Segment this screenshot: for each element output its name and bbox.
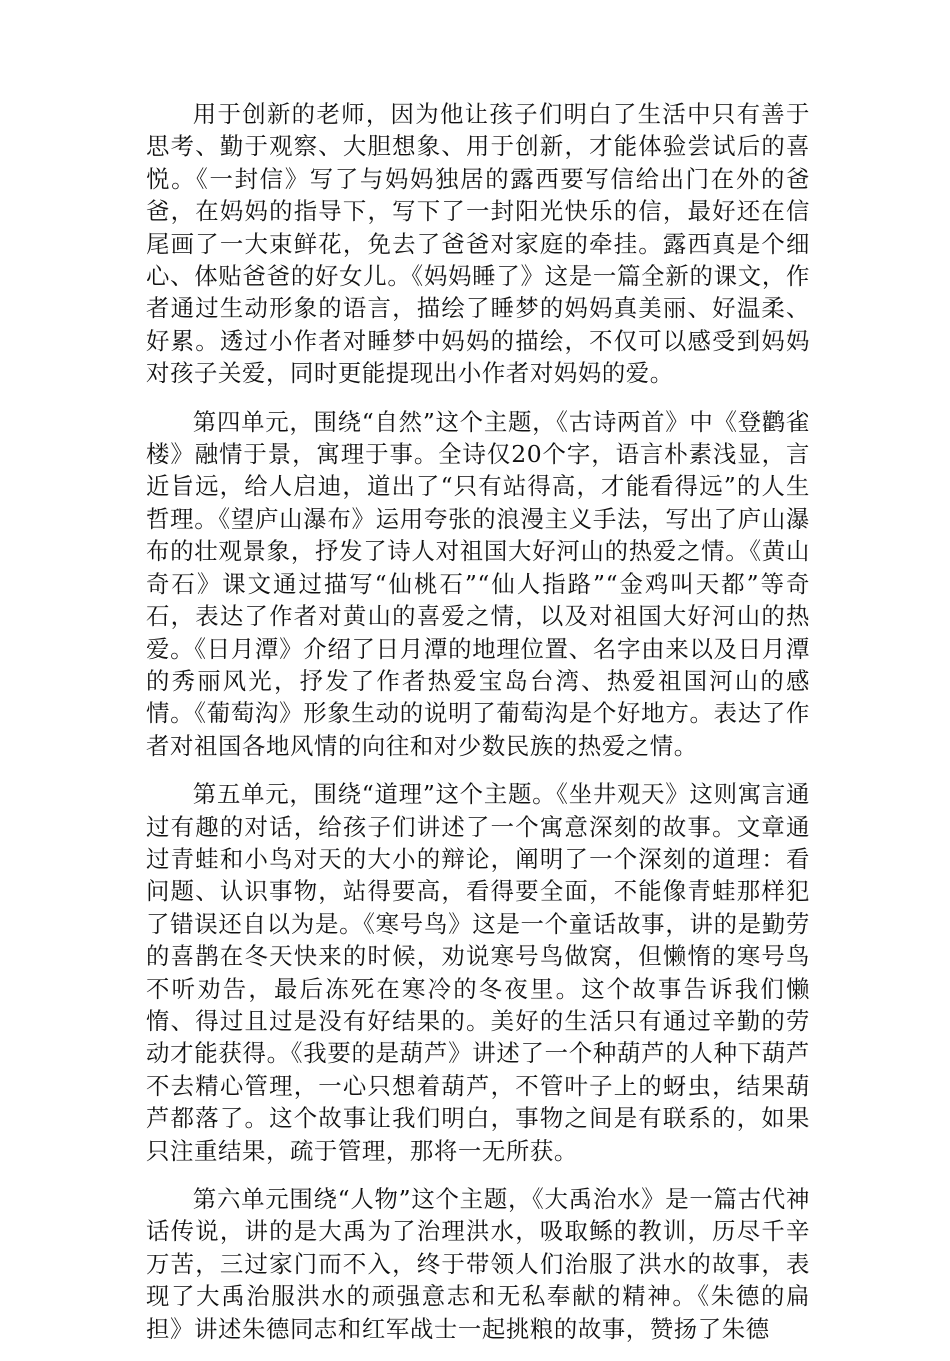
paragraph-unit-5: 第五单元，围绕“道理”这个主题。《坐井观天》这则寓言通过有趣的对话，给孩子们讲述了一个寓意深刻的故事。文章通过青蛙和小鸟对天的大小的辩论，阐明了一个深刻的道理：看问题、认识事物，站得要高，看得要全面，不能像青蛙那样犯了错误还自以为是。《寒号鸟》这是一个童话故事，讲的是勤劳的喜鹊在冬天快来的时候，劝说寒号鸟做窝，但懒惰的寒号鸟不听劝告，最后冻死在寒冷的冬夜里。这个故事告诉我们懒惰、得过且过是没有好结果的。美好的生活只有通过辛勤的劳动才能获得。《我要的是葫芦》讲述了一个种葫芦的人种下葫芦不去精心管理，一心只想着葫芦，不管叶子上的蚜虫，结果葫芦都落了。这个故事让我们明白，事物之间是有联系的，如果只注重结果，疏于管理，那将一无所获。 bbox=[146, 780, 810, 1165]
paragraph-unit-4: 第四单元，围绕“自然”这个主题，《古诗两首》中《登鹳雀楼》融情于景，寓理于事。全诗仅20个字，语言朴素浅显，言近旨远，给人启迪，道出了“只有站得高，才能看得远”的人生哲理。《望庐山瀑布》运用夸张的浪漫主义手法，写出了庐山瀑布的壮观景象，抒发了诗人对祖国大好河山的热爱之情。《黄山奇石》课文通过描写“仙桃石”“仙人指路”“金鸡叫天都”等奇石，表达了作者对黄山的喜爱之情，以及对祖国大好河山的热爱。《日月潭》介绍了日月潭的地理位置、名字由来以及日月潭的秀丽风光，抒发了作者热爱宝岛台湾、热爱祖国河山的感情。《葡萄沟》形象生动的说明了葡萄沟是个好地方。表达了作者对祖国各地风情的向往和对少数民族的热爱之情。 bbox=[146, 407, 810, 760]
paragraph-unit-3-continued: 用于创新的老师，因为他让孩子们明白了生活中只有善于思考、勤于观察、大胆想象、用于创新，才能体验尝试后的喜悦。《一封信》写了与妈妈独居的露西要写信给出门在外的爸爸，在妈妈的指导下，写下了一封阳光快乐的信，最好还在信尾画了一大束鲜花，免去了爸爸对家庭的牵挂。露西真是个细心、体贴爸爸的好女儿。《妈妈睡了》这是一篇全新的课文，作者通过生动形象的语言，描绘了睡梦的妈妈真美丽、好温柔、好累。透过小作者对睡梦中妈妈的描绘，不仅可以感受到妈妈对孩子关爱，同时更能提现出小作者对妈妈的爱。 bbox=[146, 100, 810, 388]
paragraph-unit-6: 第六单元围绕“人物”这个主题，《大禹治水》是一篇古代神话传说，讲的是大禹为了治理洪水，吸取鲧的教训，历尽千辛万苦，三过家门而不入，终于带领人们治服了洪水的故事，表现了大禹治服洪水的顽强意志和无私奉献的精神。《朱德的扁担》讲述朱德同志和红军战士一起挑粮的故事，赞扬了朱德 bbox=[146, 1185, 810, 1343]
document-page bbox=[146, 98, 810, 1361]
